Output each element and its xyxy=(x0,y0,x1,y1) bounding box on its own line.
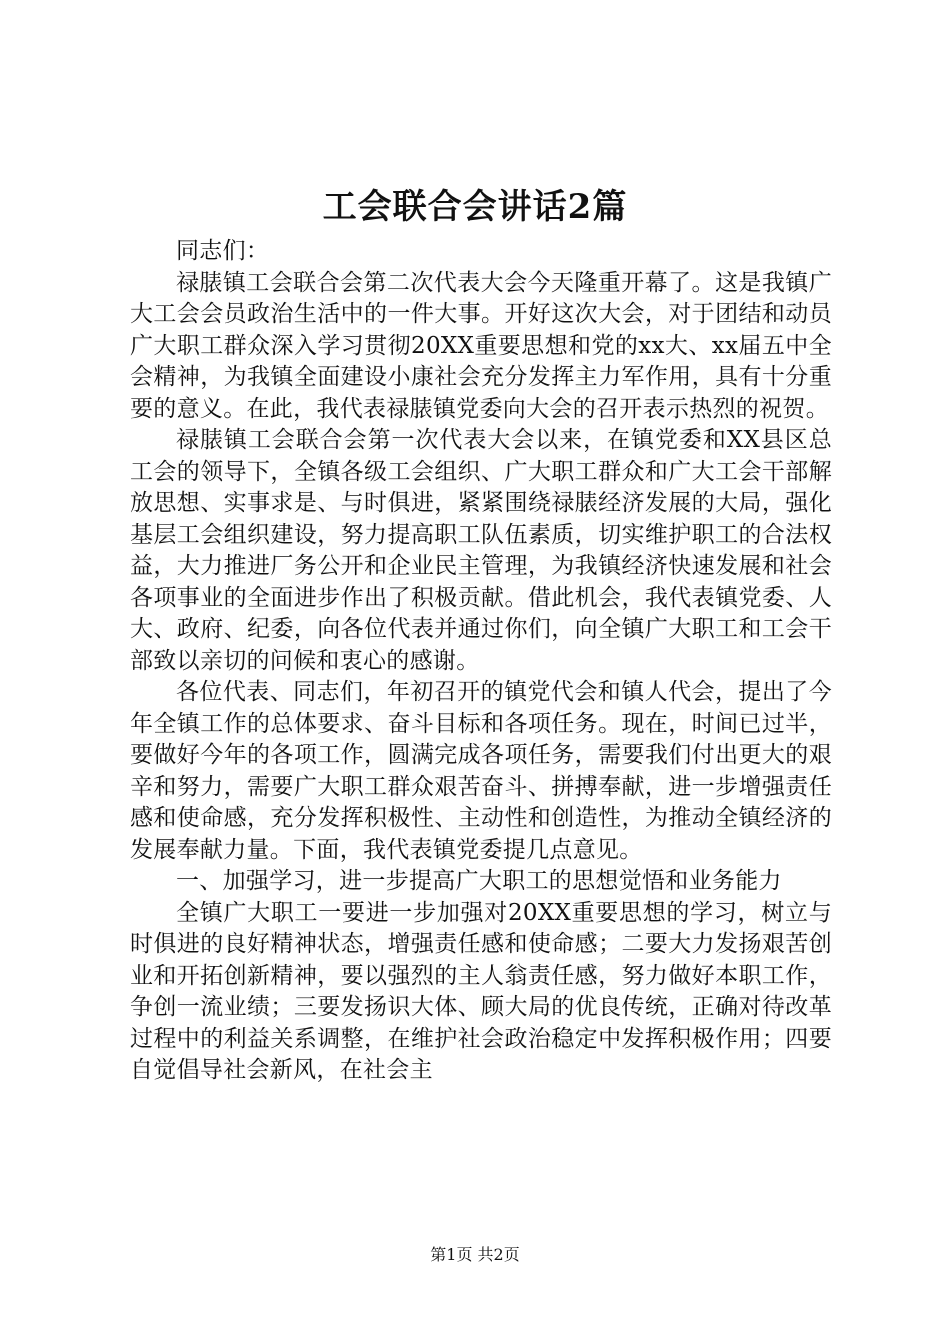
document-title: 工会联合会讲话2篇 xyxy=(322,187,628,227)
salutation-paragraph: 同志们： xyxy=(176,238,270,264)
body-paragraph: 全镇广大职工一要进一步加强对20XX重要思想的学习，树立与时俱进的良好精神状态，增强责任感和使命感；二要大力发扬艰苦创业和开拓创新精神，要以强烈的主人翁责任感，努力做好本职工作，争创一流业绩；三要发扬识大体、顾大局的优良传统，正确对待改革过程中的利益关系调整，在维护社会政治稳定中发挥积极作用；四要自觉倡导社会新风，在社会主 xyxy=(130,899,832,1083)
body-paragraph: 各位代表、同志们，年初召开的镇党代会和镇人代会，提出了今年全镇工作的总体要求、奋斗目标和各项任务。现在，时间已过半，要做好今年的各项工作，圆满完成各项任务，需要我们付出更大的艰辛和努力，需要广大职工群众艰苦奋斗、拼搏奉献，进一步增强责任感和使命感，充分发挥积极性、主动性和创造性，为推动全镇经济的发展奉献力量。下面，我代表镇党委提几点意见。 xyxy=(130,679,832,863)
document-body xyxy=(130,236,832,1087)
section-heading: 一、加强学习，进一步提高广大职工的思想觉悟和业务能力 xyxy=(176,868,782,894)
body-paragraph: 禄脿镇工会联合会第一次代表大会以来，在镇党委和XX县区总工会的领导下，全镇各级工会组织、广大职工群众和广大工会干部解放思想、实事求是、与时俱进，紧紧围绕禄脿经济发展的大局，强化基层工会组织建设，努力提高职工队伍素质，切实维护职工的合法权益，大力推进厂务公开和企业民主管理，为我镇经济快速发展和社会各项事业的全面进步作出了积极贡献。借此机会，我代表镇党委、人大、政府、纪委，向各位代表并通过你们，向全镇广大职工和工会干部致以亲切的问候和衷心的感谢。 xyxy=(130,427,832,674)
page-footer: 第1页 共2页 xyxy=(430,1245,520,1264)
body-paragraph: 禄脿镇工会联合会第二次代表大会今天隆重开幕了。这是我镇广大工会会员政治生活中的一件大事。开好这次大会，对于团结和动员广大职工群众深入学习贯彻20XX重要思想和党的xx大、xx届五中全会精神，为我镇全面建设小康社会充分发挥主力军作用，具有十分重要的意义。在此，我代表禄脿镇党委向大会的召开表示热烈的祝贺。 xyxy=(130,269,832,422)
